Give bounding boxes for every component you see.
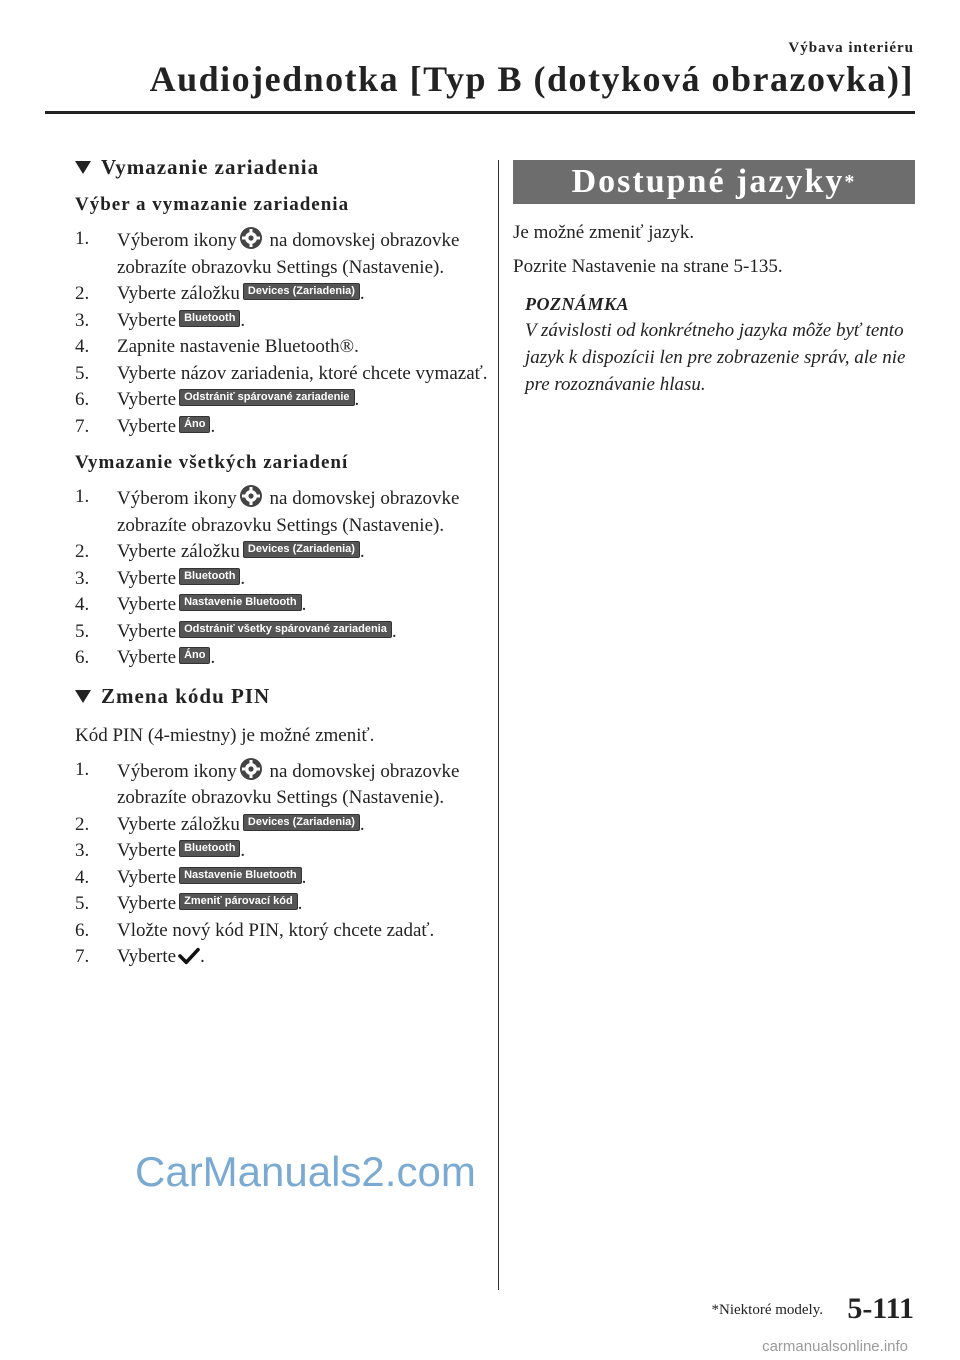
note-title: POZNÁMKA — [525, 294, 630, 314]
step-text: Výberom ikony — [117, 760, 237, 782]
section-intro: Kód PIN (4-miestny) je možné zmeniť. — [75, 724, 375, 746]
ui-button-chip: Áno — [179, 647, 210, 664]
step-text: Vložte nový kód PIN, ktorý chcete zadať. — [117, 919, 435, 941]
step-text: Vyberte — [117, 415, 177, 437]
step-text: Vyberte — [117, 866, 177, 888]
step-number: 2. — [75, 541, 90, 562]
list-item — [75, 226, 490, 281]
subsection-title-delete-all: Vymazanie všetkých zariadení — [75, 452, 349, 473]
step-text: Vyberte záložku — [117, 283, 240, 304]
steps-list — [75, 757, 490, 974]
step-number: 3. — [75, 840, 90, 861]
step-text: Vyberte — [117, 594, 177, 615]
list-item — [75, 539, 490, 566]
step-number: 2. — [75, 283, 90, 304]
step-number: 6. — [75, 389, 90, 410]
step-number: 3. — [75, 309, 90, 331]
list-item — [75, 566, 490, 593]
step-number: 5. — [75, 893, 90, 914]
step-text: Výberom ikony — [117, 230, 237, 251]
step-number: 1. — [75, 758, 90, 780]
step-text: Vyberte — [117, 309, 177, 331]
step-text-tail: . — [354, 389, 360, 410]
ui-button-chip: Devices (Zariadenia) — [243, 283, 360, 300]
step-text-tail: . — [210, 647, 216, 668]
steps-list — [75, 484, 490, 672]
ui-button-chip: Áno — [179, 416, 210, 433]
list-item — [75, 865, 490, 892]
step-text-tail: . — [359, 283, 365, 304]
list-item — [75, 361, 490, 388]
step-number: 2. — [75, 813, 90, 835]
step-text: Vyberte — [117, 840, 177, 861]
ui-button-chip: Nastavenie Bluetooth — [179, 594, 301, 611]
column-divider — [498, 160, 499, 1290]
list-item — [75, 645, 490, 672]
paragraph: Pozrite Nastavenie na strane 5-135. — [513, 256, 783, 277]
step-text: Zapnite nastavenie Bluetooth®. — [117, 336, 359, 357]
step-text-tail: . — [359, 813, 365, 835]
header-title: Audiojednotka [Typ B (dotyková obrazovka)] — [149, 59, 914, 99]
step-text: Vyberte záložku — [117, 541, 240, 562]
step-text-tail: . — [359, 541, 365, 562]
header-subtitle: Výbava interiéru — [788, 40, 914, 56]
step-number: 4. — [75, 866, 90, 888]
ui-button-chip: Devices (Zariadenia) — [243, 541, 360, 558]
list-item — [75, 414, 490, 441]
step-number: 1. — [75, 486, 90, 507]
step-text: Vyberte názov zariadenia, ktoré chcete vymazať. — [117, 362, 488, 384]
step-text-tail: na domovskej obrazovke zobrazíte obrazovku Settings (Nastavenie). — [117, 760, 460, 808]
step-text: Vyberte — [117, 893, 177, 914]
step-number: 1. — [75, 228, 90, 249]
header-rule — [45, 111, 915, 114]
ui-button-chip: Zmeniť párovací kód — [179, 893, 298, 910]
list-item — [75, 281, 490, 308]
step-text-tail: . — [200, 946, 205, 967]
step-text-tail: . — [297, 893, 303, 914]
step-text: Vyberte — [117, 647, 177, 668]
footer-site-watermark: carmanualsonline.info — [762, 1338, 908, 1355]
step-number: 3. — [75, 567, 90, 589]
step-text: Výberom ikony — [117, 488, 237, 509]
step-number: 4. — [75, 336, 90, 357]
list-item — [75, 812, 490, 839]
step-text-tail: . — [240, 567, 246, 589]
step-number: 7. — [75, 946, 90, 967]
step-number: 7. — [75, 415, 90, 437]
settings-gear-icon — [239, 757, 263, 781]
step-text-tail: . — [301, 594, 307, 615]
list-item — [75, 891, 490, 918]
section-title-delete-device: Vymazanie zariadenia — [75, 155, 490, 180]
step-text-tail: . — [240, 309, 246, 331]
step-text-tail: . — [391, 620, 397, 642]
settings-gear-icon — [239, 484, 263, 508]
step-number: 5. — [75, 620, 90, 642]
list-item — [75, 308, 490, 335]
list-item — [75, 838, 490, 865]
step-text-tail: na domovskej obrazovke zobrazíte obrazovku Settings (Nastavenie). — [117, 488, 460, 536]
step-number: 6. — [75, 647, 90, 668]
languages-banner: Dostupné jazyky * — [513, 160, 915, 204]
step-text-tail: . — [210, 415, 216, 437]
list-item — [75, 592, 490, 619]
step-number: 6. — [75, 919, 90, 941]
right-column — [513, 160, 915, 398]
step-text-tail: na domovskej obrazovke zobrazíte obrazovku Settings (Nastavenie). — [117, 230, 460, 278]
section-title-change-pin: Zmena kódu PIN — [75, 684, 490, 709]
step-text: Vyberte — [117, 567, 177, 589]
list-item — [75, 757, 490, 812]
ui-button-chip: Bluetooth — [179, 840, 240, 857]
step-text: Vyberte — [117, 620, 177, 642]
list-item — [75, 484, 490, 539]
step-text-tail: . — [301, 866, 307, 888]
ui-button-chip: Bluetooth — [179, 568, 240, 585]
note-text: V závislosti od konkrétneho jazyka môže byť tento jazyk k dispozícii len pre zobrazenie správ, ale nie pre rozoznávanie hlasu. — [525, 320, 906, 395]
left-column — [75, 155, 490, 986]
asterisk-mark: * — [844, 170, 857, 193]
step-text: Vyberte — [117, 389, 177, 410]
section-triangle-icon — [75, 690, 91, 703]
paragraph: Je možné zmeniť jazyk. — [513, 222, 695, 243]
ui-button-chip: Odstrániť všetky spárované zariadenia — [179, 621, 392, 638]
settings-gear-icon — [239, 226, 263, 250]
list-item — [75, 619, 490, 646]
step-text: Vyberte — [117, 946, 177, 967]
watermark: CarManuals2.com — [135, 1148, 476, 1195]
step-text: Vyberte záložku — [117, 813, 240, 835]
list-item — [75, 918, 490, 945]
steps-list — [75, 226, 490, 440]
ui-button-chip: Devices (Zariadenia) — [243, 814, 360, 831]
checkmark-icon — [178, 947, 200, 974]
step-number: 4. — [75, 594, 90, 615]
step-text-tail: . — [240, 840, 246, 861]
ui-button-chip: Bluetooth — [179, 310, 240, 327]
footnote: *Niektoré modely. — [711, 1302, 823, 1318]
page-number: 5-111 — [847, 1292, 914, 1325]
list-item — [75, 334, 490, 361]
step-number: 5. — [75, 362, 90, 384]
subsection-title-select-delete: Výber a vymazanie zariadenia — [75, 194, 350, 215]
list-item — [75, 387, 490, 414]
ui-button-chip: Odstrániť spárované zariadenie — [179, 389, 354, 406]
section-triangle-icon — [75, 161, 91, 174]
ui-button-chip: Nastavenie Bluetooth — [179, 867, 301, 884]
list-item — [75, 944, 490, 974]
